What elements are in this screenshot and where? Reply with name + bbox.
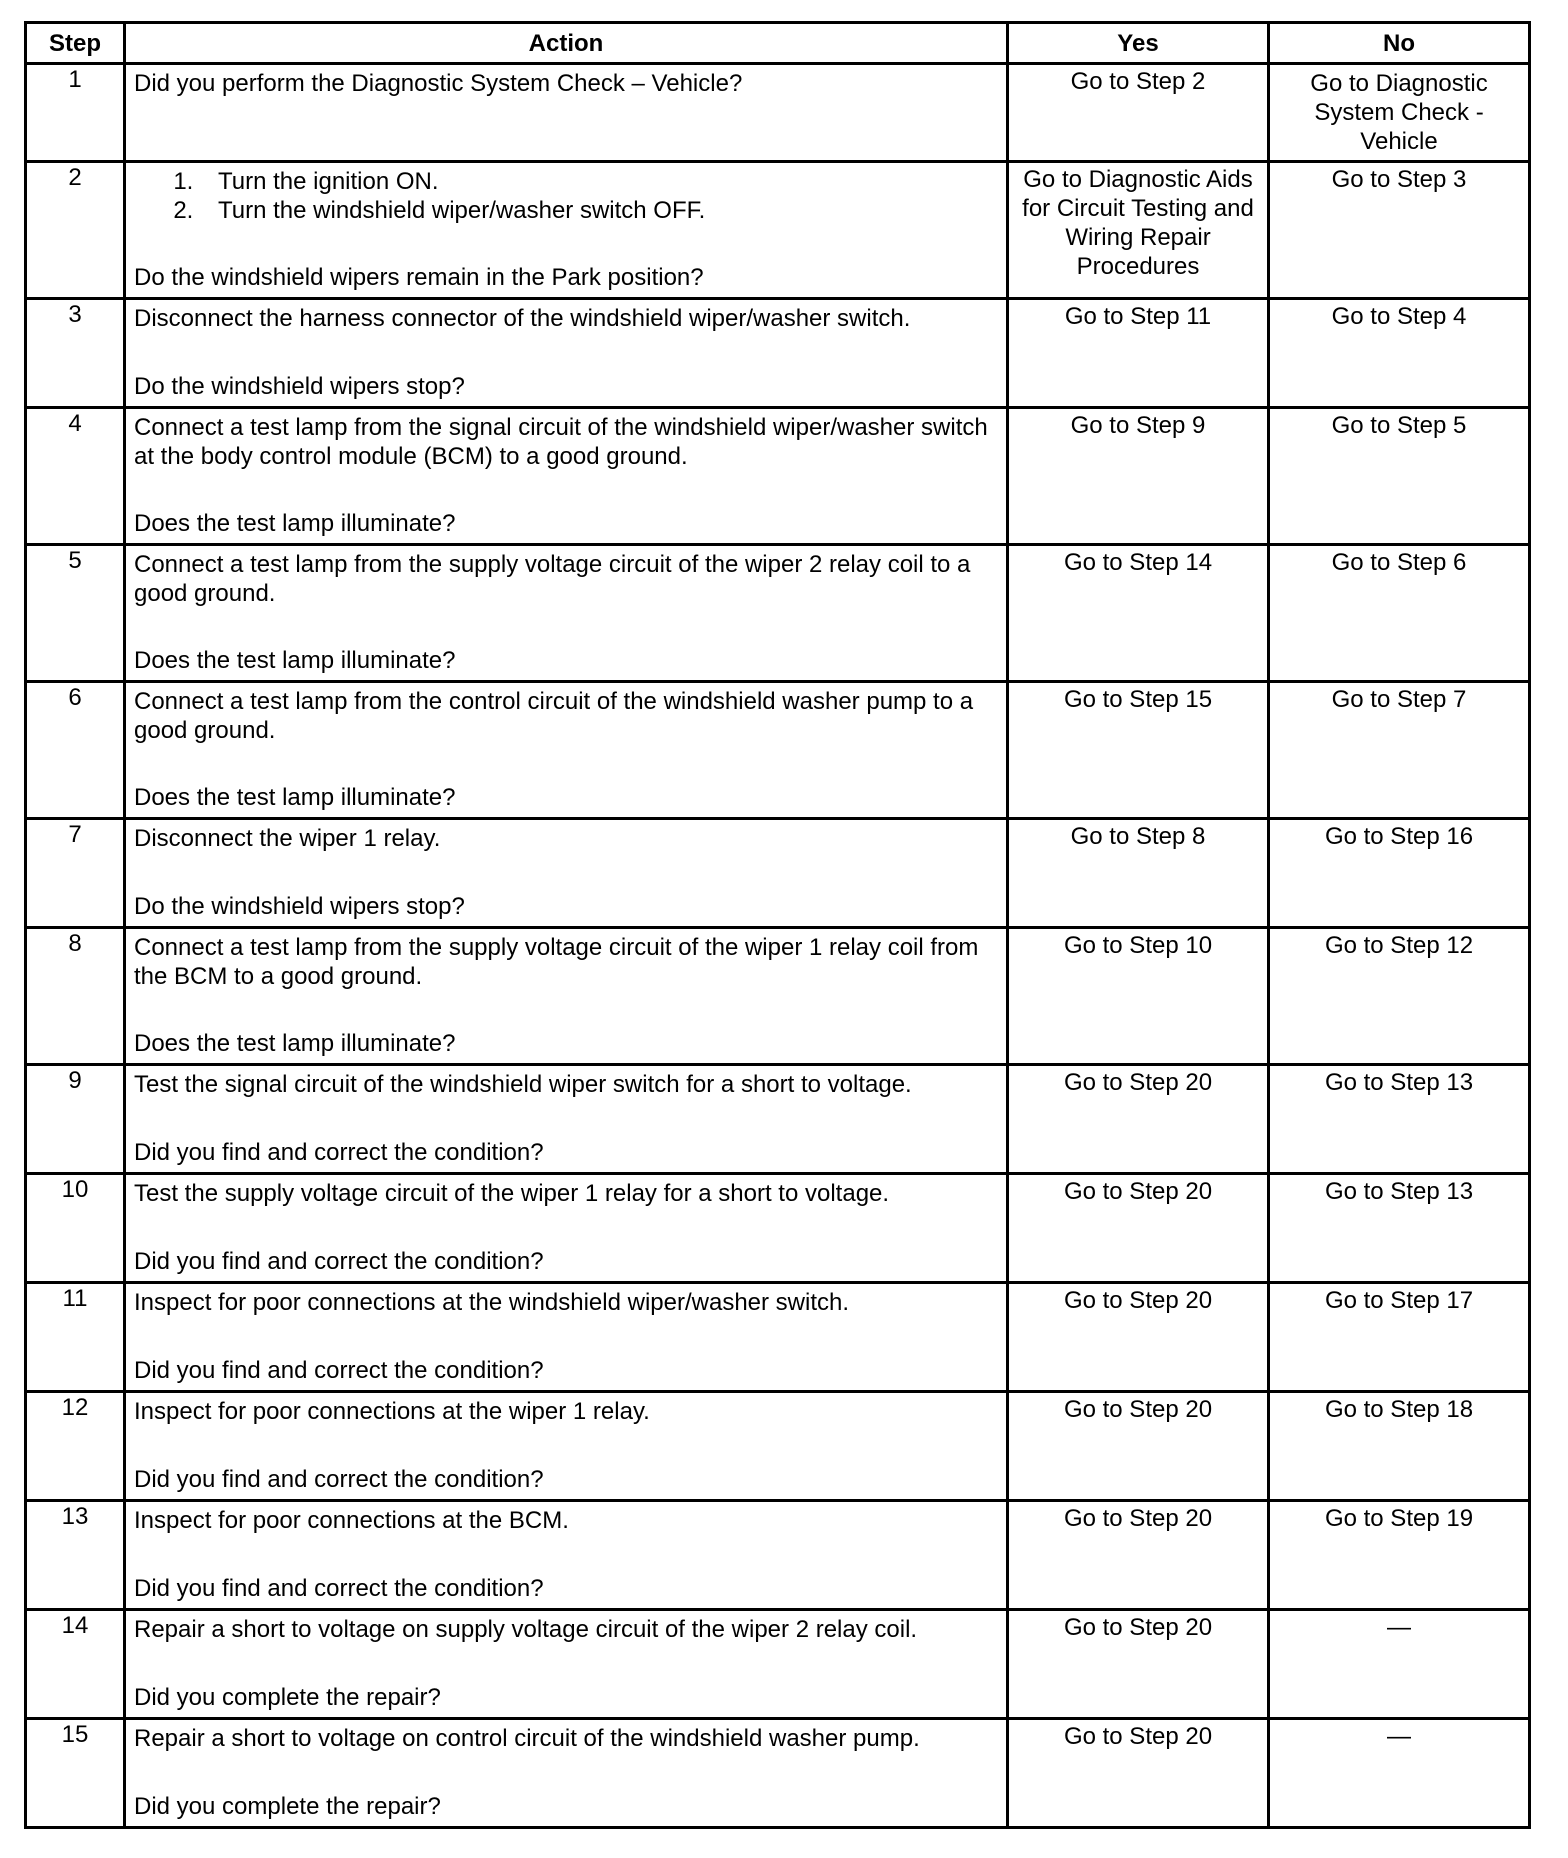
table-row bbox=[26, 64, 1530, 162]
action-cell bbox=[125, 1174, 1008, 1283]
action-cell bbox=[125, 1392, 1008, 1501]
table-row bbox=[26, 682, 1530, 819]
header-no: No bbox=[1269, 23, 1530, 64]
yes-result: Go to Step 20 bbox=[1008, 1174, 1269, 1283]
action-instruction: Inspect for poor connections at the BCM. bbox=[134, 1507, 569, 1534]
action-question: Do the windshield wipers stop? bbox=[134, 373, 465, 400]
table-row bbox=[26, 819, 1530, 928]
table-row bbox=[26, 299, 1530, 408]
table-row bbox=[26, 1501, 1530, 1610]
action-cell bbox=[125, 64, 1008, 162]
header-action: Action bbox=[125, 23, 1008, 64]
action-instruction: Inspect for poor connections at the wiper 1 relay. bbox=[134, 1398, 650, 1425]
yes-result: Go to Step 2 bbox=[1008, 64, 1269, 162]
no-result: Go to Step 19 bbox=[1269, 1501, 1530, 1610]
action-instruction: Disconnect the harness connector of the windshield wiper/washer switch. bbox=[134, 305, 911, 332]
action-question: Did you find and correct the condition? bbox=[134, 1139, 544, 1166]
table-row bbox=[26, 1174, 1530, 1283]
action-cell bbox=[125, 162, 1008, 299]
step-number: 12 bbox=[26, 1392, 125, 1501]
action-cell bbox=[125, 1610, 1008, 1719]
step-number: 1 bbox=[26, 64, 125, 162]
step-number: 2 bbox=[26, 162, 125, 299]
action-instruction: Repair a short to voltage on control circuit of the windshield washer pump. bbox=[134, 1725, 920, 1752]
action-instruction: Disconnect the wiper 1 relay. bbox=[134, 825, 441, 852]
yes-result: Go to Step 8 bbox=[1008, 819, 1269, 928]
no-result: Go to Step 16 bbox=[1269, 819, 1530, 928]
yes-result: Go to Step 9 bbox=[1008, 408, 1269, 545]
header-step: Step bbox=[26, 23, 125, 64]
no-result: Go to Step 18 bbox=[1269, 1392, 1530, 1501]
action-question: Did you find and correct the condition? bbox=[134, 1248, 544, 1275]
diagnostic-table bbox=[24, 21, 1531, 1829]
step-number: 9 bbox=[26, 1065, 125, 1174]
table-row bbox=[26, 1719, 1530, 1828]
step-number: 11 bbox=[26, 1283, 125, 1392]
action-instruction: Connect a test lamp from the supply voltage circuit of the wiper 1 relay coil from the BCM to a good ground. bbox=[134, 934, 979, 990]
step-number: 8 bbox=[26, 928, 125, 1065]
action-instruction: Repair a short to voltage on supply voltage circuit of the wiper 2 relay coil. bbox=[134, 1616, 918, 1643]
action-cell bbox=[125, 682, 1008, 819]
yes-result: Go to Step 20 bbox=[1008, 1392, 1269, 1501]
table-row bbox=[26, 1610, 1530, 1719]
no-result: — bbox=[1269, 1719, 1530, 1828]
step-number: 4 bbox=[26, 408, 125, 545]
action-question: Did you find and correct the condition? bbox=[134, 1357, 544, 1384]
table-row bbox=[26, 1065, 1530, 1174]
action-cell bbox=[125, 1065, 1008, 1174]
step-number: 15 bbox=[26, 1719, 125, 1828]
action-cell bbox=[125, 1719, 1008, 1828]
action-question: Does the test lamp illuminate? bbox=[134, 1030, 456, 1057]
table-row bbox=[26, 162, 1530, 299]
action-cell bbox=[125, 1501, 1008, 1610]
action-cell bbox=[125, 545, 1008, 682]
action-cell bbox=[125, 928, 1008, 1065]
table-row bbox=[26, 545, 1530, 682]
action-instruction: Test the supply voltage circuit of the wiper 1 relay for a short to voltage. bbox=[134, 1180, 890, 1207]
table-row bbox=[26, 1392, 1530, 1501]
step-number: 6 bbox=[26, 682, 125, 819]
action-question: Do the windshield wipers stop? bbox=[134, 893, 465, 920]
no-result: Go to Step 4 bbox=[1269, 299, 1530, 408]
action-question: Did you complete the repair? bbox=[134, 1793, 441, 1820]
no-result: Go to Step 12 bbox=[1269, 928, 1530, 1065]
no-result: Go to Step 17 bbox=[1269, 1283, 1530, 1392]
no-result: Go to Step 13 bbox=[1269, 1174, 1530, 1283]
step-number: 14 bbox=[26, 1610, 125, 1719]
action-question: Does the test lamp illuminate? bbox=[134, 784, 456, 811]
action-question: Do the windshield wipers remain in the Park position? bbox=[134, 264, 704, 291]
action-step-item: 1. Turn the ignition ON. bbox=[200, 167, 998, 196]
yes-result: Go to Step 11 bbox=[1008, 299, 1269, 408]
action-instruction: Test the signal circuit of the windshield wiper switch for a short to voltage. bbox=[134, 1071, 912, 1098]
header-yes: Yes bbox=[1008, 23, 1269, 64]
yes-result: Go to Step 20 bbox=[1008, 1719, 1269, 1828]
step-number: 7 bbox=[26, 819, 125, 928]
yes-result: Go to Step 15 bbox=[1008, 682, 1269, 819]
action-question: Did you complete the repair? bbox=[134, 1684, 441, 1711]
action-steps-list bbox=[134, 167, 998, 225]
action-cell bbox=[125, 299, 1008, 408]
yes-result: Go to Step 10 bbox=[1008, 928, 1269, 1065]
yes-result: Go to Step 20 bbox=[1008, 1501, 1269, 1610]
yes-result: Go to Step 20 bbox=[1008, 1065, 1269, 1174]
yes-result: Go to Diagnostic Aids for Circuit Testing and Wiring Repair Procedures bbox=[1008, 162, 1269, 299]
action-cell bbox=[125, 819, 1008, 928]
header-row bbox=[26, 23, 1530, 64]
table-row bbox=[26, 928, 1530, 1065]
action-instruction: Connect a test lamp from the supply voltage circuit of the wiper 2 relay coil to a good ground. bbox=[134, 551, 971, 607]
table-row bbox=[26, 408, 1530, 545]
no-result: Go to Diagnostic System Check - Vehicle bbox=[1269, 64, 1530, 162]
step-number: 5 bbox=[26, 545, 125, 682]
action-instruction: Did you perform the Diagnostic System Check – Vehicle? bbox=[134, 70, 743, 97]
action-cell bbox=[125, 408, 1008, 545]
yes-result: Go to Step 20 bbox=[1008, 1610, 1269, 1719]
no-result: Go to Step 5 bbox=[1269, 408, 1530, 545]
no-result: — bbox=[1269, 1610, 1530, 1719]
action-instruction: Connect a test lamp from the signal circuit of the windshield wiper/washer switch at the body control module (BCM) to a good ground. bbox=[134, 414, 988, 470]
no-result: Go to Step 7 bbox=[1269, 682, 1530, 819]
action-cell bbox=[125, 1283, 1008, 1392]
action-instruction: Connect a test lamp from the control circuit of the windshield washer pump to a good ground. bbox=[134, 688, 974, 744]
action-question: Did you find and correct the condition? bbox=[134, 1575, 544, 1602]
step-number: 3 bbox=[26, 299, 125, 408]
action-instruction: Inspect for poor connections at the windshield wiper/washer switch. bbox=[134, 1289, 850, 1316]
step-number: 13 bbox=[26, 1501, 125, 1610]
table-row bbox=[26, 1283, 1530, 1392]
no-result: Go to Step 13 bbox=[1269, 1065, 1530, 1174]
no-result: Go to Step 6 bbox=[1269, 545, 1530, 682]
yes-result: Go to Step 14 bbox=[1008, 545, 1269, 682]
action-question: Does the test lamp illuminate? bbox=[134, 510, 456, 537]
action-question: Did you find and correct the condition? bbox=[134, 1466, 544, 1493]
step-number: 10 bbox=[26, 1174, 125, 1283]
action-question: Does the test lamp illuminate? bbox=[134, 647, 456, 674]
yes-result: Go to Step 20 bbox=[1008, 1283, 1269, 1392]
action-step-item: 2. Turn the windshield wiper/washer switch OFF. bbox=[200, 196, 998, 225]
no-result: Go to Step 3 bbox=[1269, 162, 1530, 299]
